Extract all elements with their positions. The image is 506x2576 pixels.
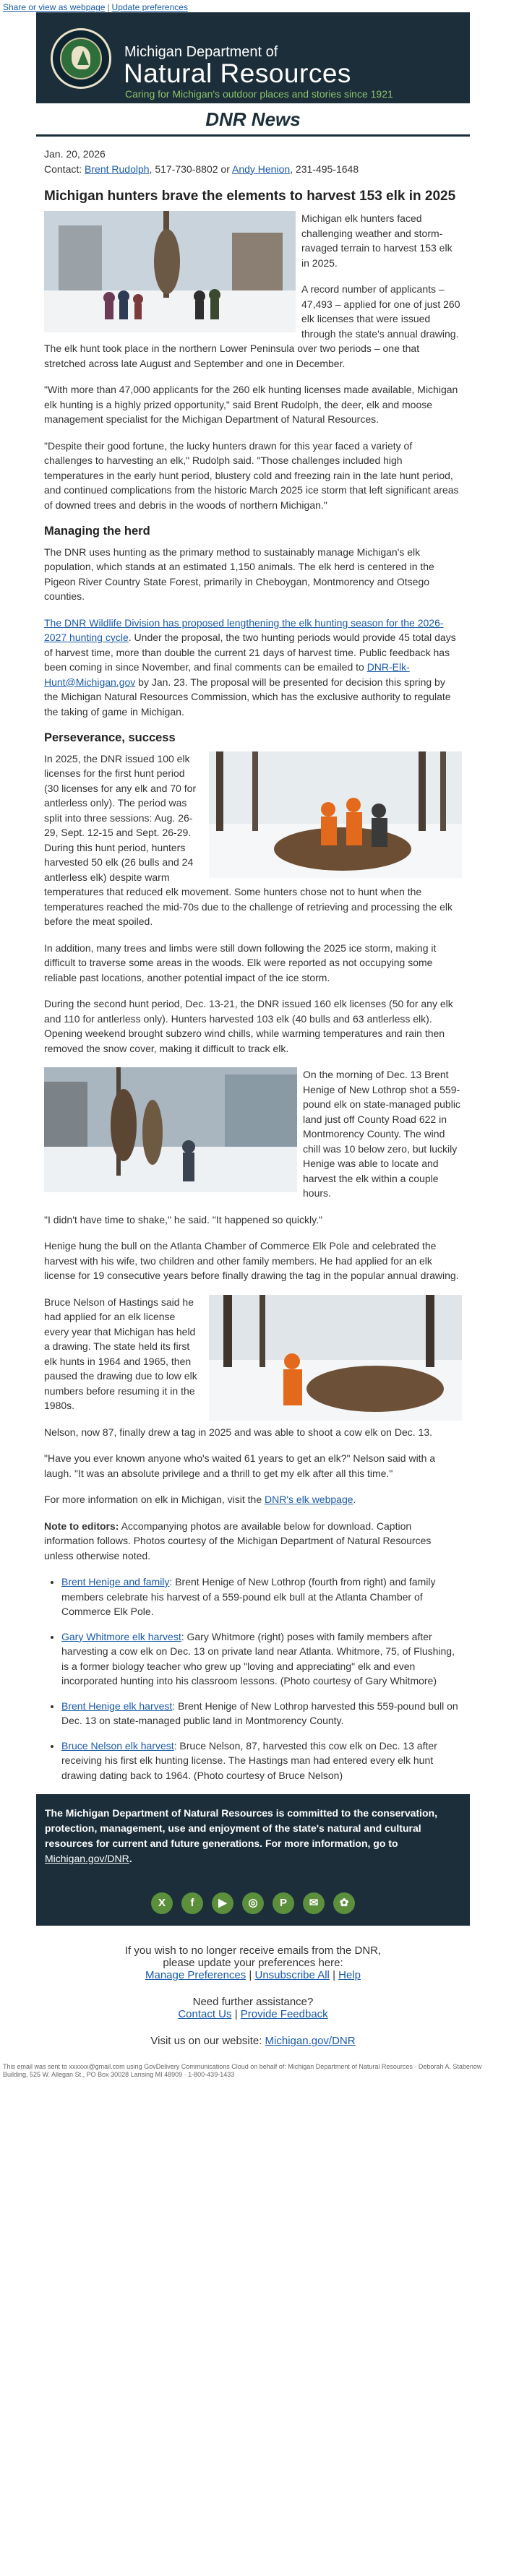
paragraph-5: The DNR uses hunting as the primary method to sustainably manage Michigan's elk population, which stands at an estimated 1,150 animals. The elk herd is centered in the Pigeon River Country State Forest, primarily in Cheboygan, Montmorency and Otsego counties. <box>44 546 434 602</box>
top-links-separator: | <box>107 2 110 12</box>
legal-footer: This email was sent to xxxxxx@gmail.com using GovDelivery Communications Cloud on behalf of: Michigan Department of Natural Resources · Deborah A. Stabenow Building, 525 W. Allegan St., PO Box 30028 Lansing MI 48909 · 1-800-439-1433 <box>3 2063 482 2078</box>
caption-link-nelson-elk[interactable]: Bruce Nelson elk harvest <box>61 1739 174 1752</box>
visit-label: Visit us on our website: <box>150 2035 265 2047</box>
paragraph-1: Michigan elk hunters faced challenging weather and storm-ravaged terrain to harvest 153 elk in 2025. <box>301 212 453 269</box>
photo-henige-family <box>44 211 296 332</box>
caption-link-henige-family[interactable]: Brent Henige and family <box>61 1576 170 1588</box>
mission-link[interactable]: Michigan.gov/DNR <box>45 1853 129 1864</box>
paragraph-6 <box>44 616 462 720</box>
news-banner-title: DNR News <box>205 108 301 130</box>
paragraph-6-text-b: by Jan. 23. The proposal will be presented for decision this spring by the Michigan Natural Resources Commission, which has the exclusive authority to regulate the taking of game in Michigan. <box>44 676 451 718</box>
elk-webpage-link[interactable]: DNR's elk webpage <box>265 1494 353 1505</box>
caption-text: : Bruce Nelson, 87, harvested this cow elk on Dec. 13 after receiving his first elk hunting license. The Hastings man had entered every elk hunt drawing dating back to 1964. (Photo courtesy of Bruce Nelson) <box>61 1739 437 1781</box>
instagram-icon[interactable]: ◎ <box>242 1892 264 1914</box>
mission-footer <box>36 1794 470 1882</box>
youtube-icon[interactable]: ▶ <box>212 1892 233 1914</box>
paragraph-3: "With more than 47,000 applicants for the 260 elk hunting licenses made available, Michigan elk hunting is a highly prized opportunity," said Brent Rudolph, the deer, elk and moose management specialist for the Michigan Department of Natural Resources. <box>44 384 458 425</box>
paragraph-7: In 2025, the DNR issued 100 elk licenses for the first hunt period (30 licenses for any elk and 70 for antlerless only). The period was split into three sessions: Aug. 26-29, Sept. 12-15 and Sept. 26-29. During this hunt period, hunters harvested 50 elk (26 bulls and 24 antlerless elk) despite warm temperatures that reduced elk movement. Some hunters chose not to hunt when the temperatures reached the mid-70s due to the challenge of retrieving and processing the elk before the meat spoiled. <box>44 752 453 927</box>
paragraph-2: A record number of applicants – 47,493 – applied for one of just 260 elk licenses that were issued through the state's annual drawing. The elk hunt took place in the northern Lower Peninsula over two periods – one that stretched across late August and September and one in December. <box>44 283 460 369</box>
link-separator: | <box>249 1969 252 1981</box>
paragraph-13: Bruce Nelson of Hastings said he had applied for an elk license every year that Michigan has held a drawing. The state held its first elk hunts in 1964 and 1965, then paused the drawing due to low elk numbers before resuming it in the 1980s. <box>44 1296 197 1411</box>
contact-us-link[interactable]: Contact Us <box>178 2008 232 2020</box>
seal-center <box>60 38 102 79</box>
caption-text: : Gary Whitmore (right) poses with family members after harvesting a cow elk on Dec. 13 on private land near Atlanta. Whitmore, 75, of Flushing, is a former biology teacher who grew up "loving and appreciating" elk and even incorporated hunting into his classroom lessons. (Photo courtesy of Gary Whitmore) <box>61 1630 455 1687</box>
list-item <box>61 1739 462 1783</box>
article-body <box>36 137 470 1783</box>
email-icon[interactable]: ✉ <box>303 1892 325 1914</box>
manage-preferences-link[interactable]: Manage Preferences <box>145 1969 246 1981</box>
website-link[interactable]: Michigan.gov/DNR <box>265 2035 356 2047</box>
paragraph-8: In addition, many trees and limbs were still down following the 2025 ice storm, making it difficult to traverse some areas in the woods. Elk were reported as not occupying some reliable past locations, another potential impact of the ice storm. <box>44 942 437 983</box>
article-headline: Michigan hunters brave the elements to harvest 153 elk in 2025 <box>44 189 456 204</box>
top-links <box>0 0 506 12</box>
caption-link-henige-elk[interactable]: Brent Henige elk harvest <box>61 1700 173 1712</box>
photo-nelson-elk <box>209 1295 462 1421</box>
header-department: Michigan Department of <box>124 44 278 60</box>
paragraph-15: "Have you ever known anyone who's waited 61 years to get an elk?" Nelson said with a laugh. "It was an absolute privilege and a thrill to get my elk after all this time." <box>44 1452 436 1479</box>
heading-perseverance: Perseverance, success <box>44 731 176 744</box>
contact-label: Contact: <box>44 163 82 175</box>
visit-line <box>0 2035 506 2047</box>
assistance-label: Need further assistance? <box>192 1996 314 2008</box>
contact-rudolph-phone: , 517-730-8802 or <box>149 163 230 175</box>
list-item <box>61 1699 462 1728</box>
heading-managing-herd: Managing the herd <box>44 525 150 538</box>
caption-text: : Brent Henige of New Lothrop harvested this 559-pound bull on Dec. 13 on state-managed public land in Montmorency County. <box>61 1700 458 1726</box>
mission-statement: The Michigan Department of Natural Resources is committed to the conservation, protection, management, use and enjoyment of the state's natural and cultural resources for current and future generations. For more information, go to <box>45 1807 437 1849</box>
unsubscribe-all-link[interactable]: Unsubscribe All <box>254 1969 330 1981</box>
assistance-links <box>0 2008 506 2020</box>
editor-notes-label: Note to editors: <box>44 1520 119 1532</box>
flower-icon[interactable]: ✿ <box>333 1892 355 1914</box>
email-header <box>36 12 470 103</box>
unsubscribe-line-1: If you wish to no longer receive emails from the DNR, <box>124 1944 382 1957</box>
facebook-icon[interactable]: f <box>181 1892 203 1914</box>
editor-notes-text: Accompanying photos are available below for download. Caption information follows. Photos courtesy of the Michigan Department of Natural Resources unless otherwise noted. <box>44 1520 432 1561</box>
x-icon[interactable]: X <box>151 1892 173 1914</box>
proposal-link[interactable]: The DNR Wildlife Division has proposed lengthening the elk hunting season for the 2026-2027 hunting cycle <box>44 616 444 643</box>
paragraph-14: Nelson, now 87, finally drew a tag in 2025 and was able to shoot a cow elk on Dec. 13. <box>44 1426 432 1438</box>
contact-line <box>44 162 462 177</box>
pinterest-icon[interactable]: P <box>273 1892 294 1914</box>
photo-caption-list <box>44 1575 462 1783</box>
article-date: Jan. 20, 2026 <box>44 148 106 160</box>
list-item <box>61 1629 462 1689</box>
news-banner <box>36 103 470 137</box>
tree-icon <box>77 51 89 65</box>
provide-feedback-link[interactable]: Provide Feedback <box>240 2008 328 2020</box>
header-tagline: Caring for Michigan's outdoor places and stories since 1921 <box>125 88 393 100</box>
paragraph-16 <box>44 1492 462 1507</box>
caption-text: : Brent Henige of New Lothrop (fourth from right) and family members celebrate his harvest of a 559-pound elk bull at the Atlanta Chamber of Commerce Elk Pole. <box>61 1576 436 1617</box>
contact-rudolph-link[interactable]: Brent Rudolph <box>85 163 150 175</box>
header-title: Natural Resources <box>124 59 351 88</box>
paragraph-11: "I didn't have time to shake," he said. "It happened so quickly." <box>44 1213 322 1225</box>
editor-notes <box>44 1519 462 1783</box>
preference-links <box>0 1969 506 1981</box>
paragraph-16-text: For more information on elk in Michigan, visit the <box>44 1494 265 1505</box>
contact-henion-phone: , 231-495-1648 <box>290 163 359 175</box>
caption-link-whitmore[interactable]: Gary Whitmore elk harvest <box>61 1630 181 1642</box>
dnr-seal-logo <box>51 28 111 89</box>
contact-henion-link[interactable]: Andy Henion <box>231 163 291 175</box>
photo-henige-elk <box>44 1067 297 1192</box>
paragraph-4: "Despite their good fortune, the lucky hunters drawn for this year faced a variety of challenges to harvesting an elk," Rudolph said. "Those challenges included high temperatures in the early hunt period, blustery cold and freezing rain in the late hunt period, and continued complications from the historic March 2025 ice storm that left significant areas of downed trees and debris in the woods of northern Michigan." <box>44 439 459 511</box>
paragraph-6-text-a: . Under the proposal, the two hunting periods would provide 45 total days of harvest time, more than double the current 21 days of harvest time. Public feedback has been coming in since November, and final comments can be emailed to <box>44 632 456 673</box>
link-separator: | <box>234 2008 238 2020</box>
paragraph-16-end: . <box>353 1494 356 1505</box>
link-separator: | <box>333 1969 335 1981</box>
bottom-links <box>0 1944 506 2047</box>
list-item <box>61 1575 462 1619</box>
paragraph-10: On the morning of Dec. 13 Brent Henige of New Lothrop shot a 559-pound elk on state-managed public land just off County Road 622 in Montmorency County. The wind chill was 10 below zero, but luckily Henige was able to locate and harvest the elk within a couple hours. <box>303 1069 460 1199</box>
photo-whitmore-family <box>209 751 462 878</box>
paragraph-9: During the second hunt period, Dec. 13-21, the DNR issued 160 elk licenses (50 for any elk and 110 for antlerless only). Hunters harvested 103 elk (40 bulls and 63 antlerless elk). Opening weekend brought subzero wind chills, while warming temperatures and rain then removed the snow cover, making it difficult to track elk. <box>44 998 453 1054</box>
update-preferences-link[interactable]: Update preferences <box>111 2 188 12</box>
mission-end: . <box>129 1853 132 1864</box>
editor-notes-intro <box>44 1519 462 1564</box>
unsubscribe-line-2: please update your preferences here: <box>163 1957 343 1969</box>
elk-hunt-email-link[interactable]: DNR-Elk-Hunt@Michigan.gov <box>44 661 410 688</box>
share-link[interactable]: Share or view as webpage <box>3 2 106 12</box>
social-bar <box>36 1882 470 1926</box>
help-link[interactable]: Help <box>338 1969 361 1981</box>
paragraph-12: Henige hung the bull on the Atlanta Chamber of Commerce Elk Pole and celebrated the harvest with his wife, two children and other family members. He had applied for an elk license for 19 consecutive years before finally drawing the tag in the popular annual drawing. <box>44 1240 459 1281</box>
